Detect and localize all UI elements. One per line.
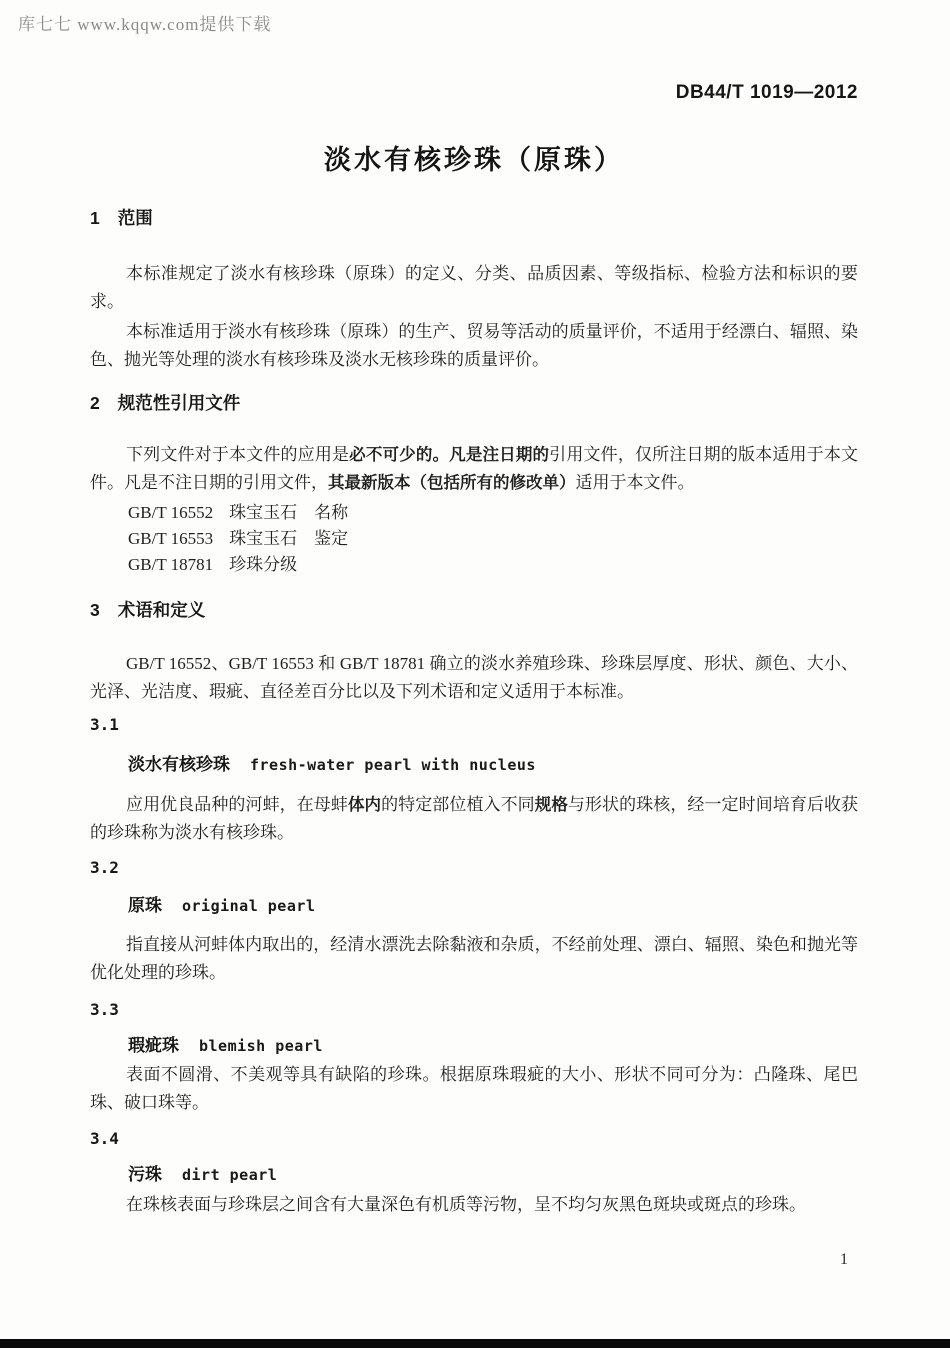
section-3-intro: GB/T 16552、GB/T 16553 和 GB/T 18781 确立的淡水养殖珍珠、珍珠层厚度、形状、颜色、大小、光泽、光洁度、瑕疵、直径差百分比以及下列术语和定义适用于本标准。 xyxy=(90,654,858,701)
section-1-heading xyxy=(90,206,858,230)
document-title: 淡水有核珍珠（原珠） xyxy=(324,145,624,175)
term-zh: 污珠 xyxy=(128,1165,162,1184)
standard-number: DB44/T 1019—2012 xyxy=(675,82,858,103)
section-3-number: 3 xyxy=(90,600,100,620)
section-1-number: 1 xyxy=(90,208,100,228)
page-content xyxy=(0,82,950,1271)
definition-segment: 应用优良品种的河蚌，在母蚌 xyxy=(126,795,348,814)
reference-code: GB/T 16553 xyxy=(128,529,214,548)
term-3-1-number: 3.1 xyxy=(90,715,119,734)
definition-bold-segment: 规格 xyxy=(534,796,568,814)
term-en: fresh-water pearl with nucleus xyxy=(250,756,536,774)
section-2-paragraph xyxy=(90,441,858,497)
watermark-text: 库七七 www.kqqw.com提供下载 xyxy=(18,15,272,34)
reference-code: GB/T 18781 xyxy=(128,555,214,574)
section-2-label: 规范性引用文件 xyxy=(117,393,241,413)
section-1-paragraph-2: 本标准适用于淡水有核珍珠（原珠）的生产、贸易等活动的质量评价，不适用于经漂白、辐照、染色、抛光等处理的淡水有核珍珠及淡水无核珍珠的质量评价。 xyxy=(90,322,858,369)
section-2-paragraph-segment: 适用于本文件。 xyxy=(575,473,695,492)
term-3-3-title xyxy=(90,1034,858,1059)
section-3-label: 术语和定义 xyxy=(117,600,206,620)
term-3-1-definition xyxy=(90,791,858,847)
term-3-1-title xyxy=(90,753,858,778)
term-3-3-definition: 表面不圆滑、不美观等具有缺陷的珍珠。根据原珠瑕疵的大小、形状不同可分为：凸隆珠、尾巴珠、破口珠等。 xyxy=(90,1065,858,1112)
term-zh: 原珠 xyxy=(128,896,162,915)
reference-name: 珍珠分级 xyxy=(229,555,298,574)
section-2-paragraph-bold-segment: 其最新版本（包括所有的修改单） xyxy=(328,474,576,492)
term-3-4-number: 3.4 xyxy=(90,1129,119,1148)
section-2-heading xyxy=(90,391,858,415)
term-en: dirt pearl xyxy=(182,1166,278,1184)
section-2-number: 2 xyxy=(90,393,100,413)
section-2-paragraph-bold-segment: 必不可少的。凡是注日期的 xyxy=(349,446,550,464)
term-zh: 淡水有核珍珠 xyxy=(128,755,230,774)
reference-item xyxy=(90,552,858,578)
definition-segment: 与形状的珠核，经一定时间培育后收获的珍珠称为淡水有核珍珠。 xyxy=(90,795,859,842)
section-1-paragraph-1: 本标准规定了淡水有核珍珠（原珠）的定义、分类、品质因素、等级指标、检验方法和标识的要求。 xyxy=(90,264,858,311)
term-3-4-title xyxy=(90,1163,858,1188)
term-3-2-number: 3.2 xyxy=(90,858,119,877)
section-1-label: 范围 xyxy=(117,208,153,228)
reference-code: GB/T 16552 xyxy=(128,503,214,522)
reference-name: 珠宝玉石 鉴定 xyxy=(229,529,349,548)
reference-item xyxy=(90,500,858,526)
reference-item xyxy=(90,526,858,552)
term-3-4-definition: 在珠核表面与珍珠层之间含有大量深色有机质等污物，呈不均匀灰黑色斑块或斑点的珍珠。 xyxy=(126,1195,806,1214)
section-2-paragraph-segment: 下列文件对于本文件的应用是 xyxy=(126,445,350,464)
definition-bold-segment: 体内 xyxy=(347,796,382,814)
term-en: blemish pearl xyxy=(199,1037,323,1055)
scan-edge-bar xyxy=(0,1339,950,1348)
term-zh: 瑕疵珠 xyxy=(128,1036,179,1055)
term-3-3-number: 3.3 xyxy=(90,1000,119,1019)
normative-references-list xyxy=(90,500,858,578)
definition-segment: 的特定部位植入不同 xyxy=(381,795,535,814)
term-en: original pearl xyxy=(182,897,316,915)
term-3-2-title xyxy=(90,894,858,919)
section-2-paragraph-segment: 引用文件，仅所注日期的版本适用于本文件。凡是不注日期的引用文件， xyxy=(90,445,859,492)
section-3-heading xyxy=(90,598,858,622)
reference-name: 珠宝玉石 名称 xyxy=(229,503,349,522)
term-3-2-definition: 指直接从河蚌体内取出的，经清水漂洗去除黏液和杂质，不经前处理、漂白、辐照、染色和抛光等优化处理的珍珠。 xyxy=(90,935,858,982)
page-number: 1 xyxy=(840,1251,848,1268)
